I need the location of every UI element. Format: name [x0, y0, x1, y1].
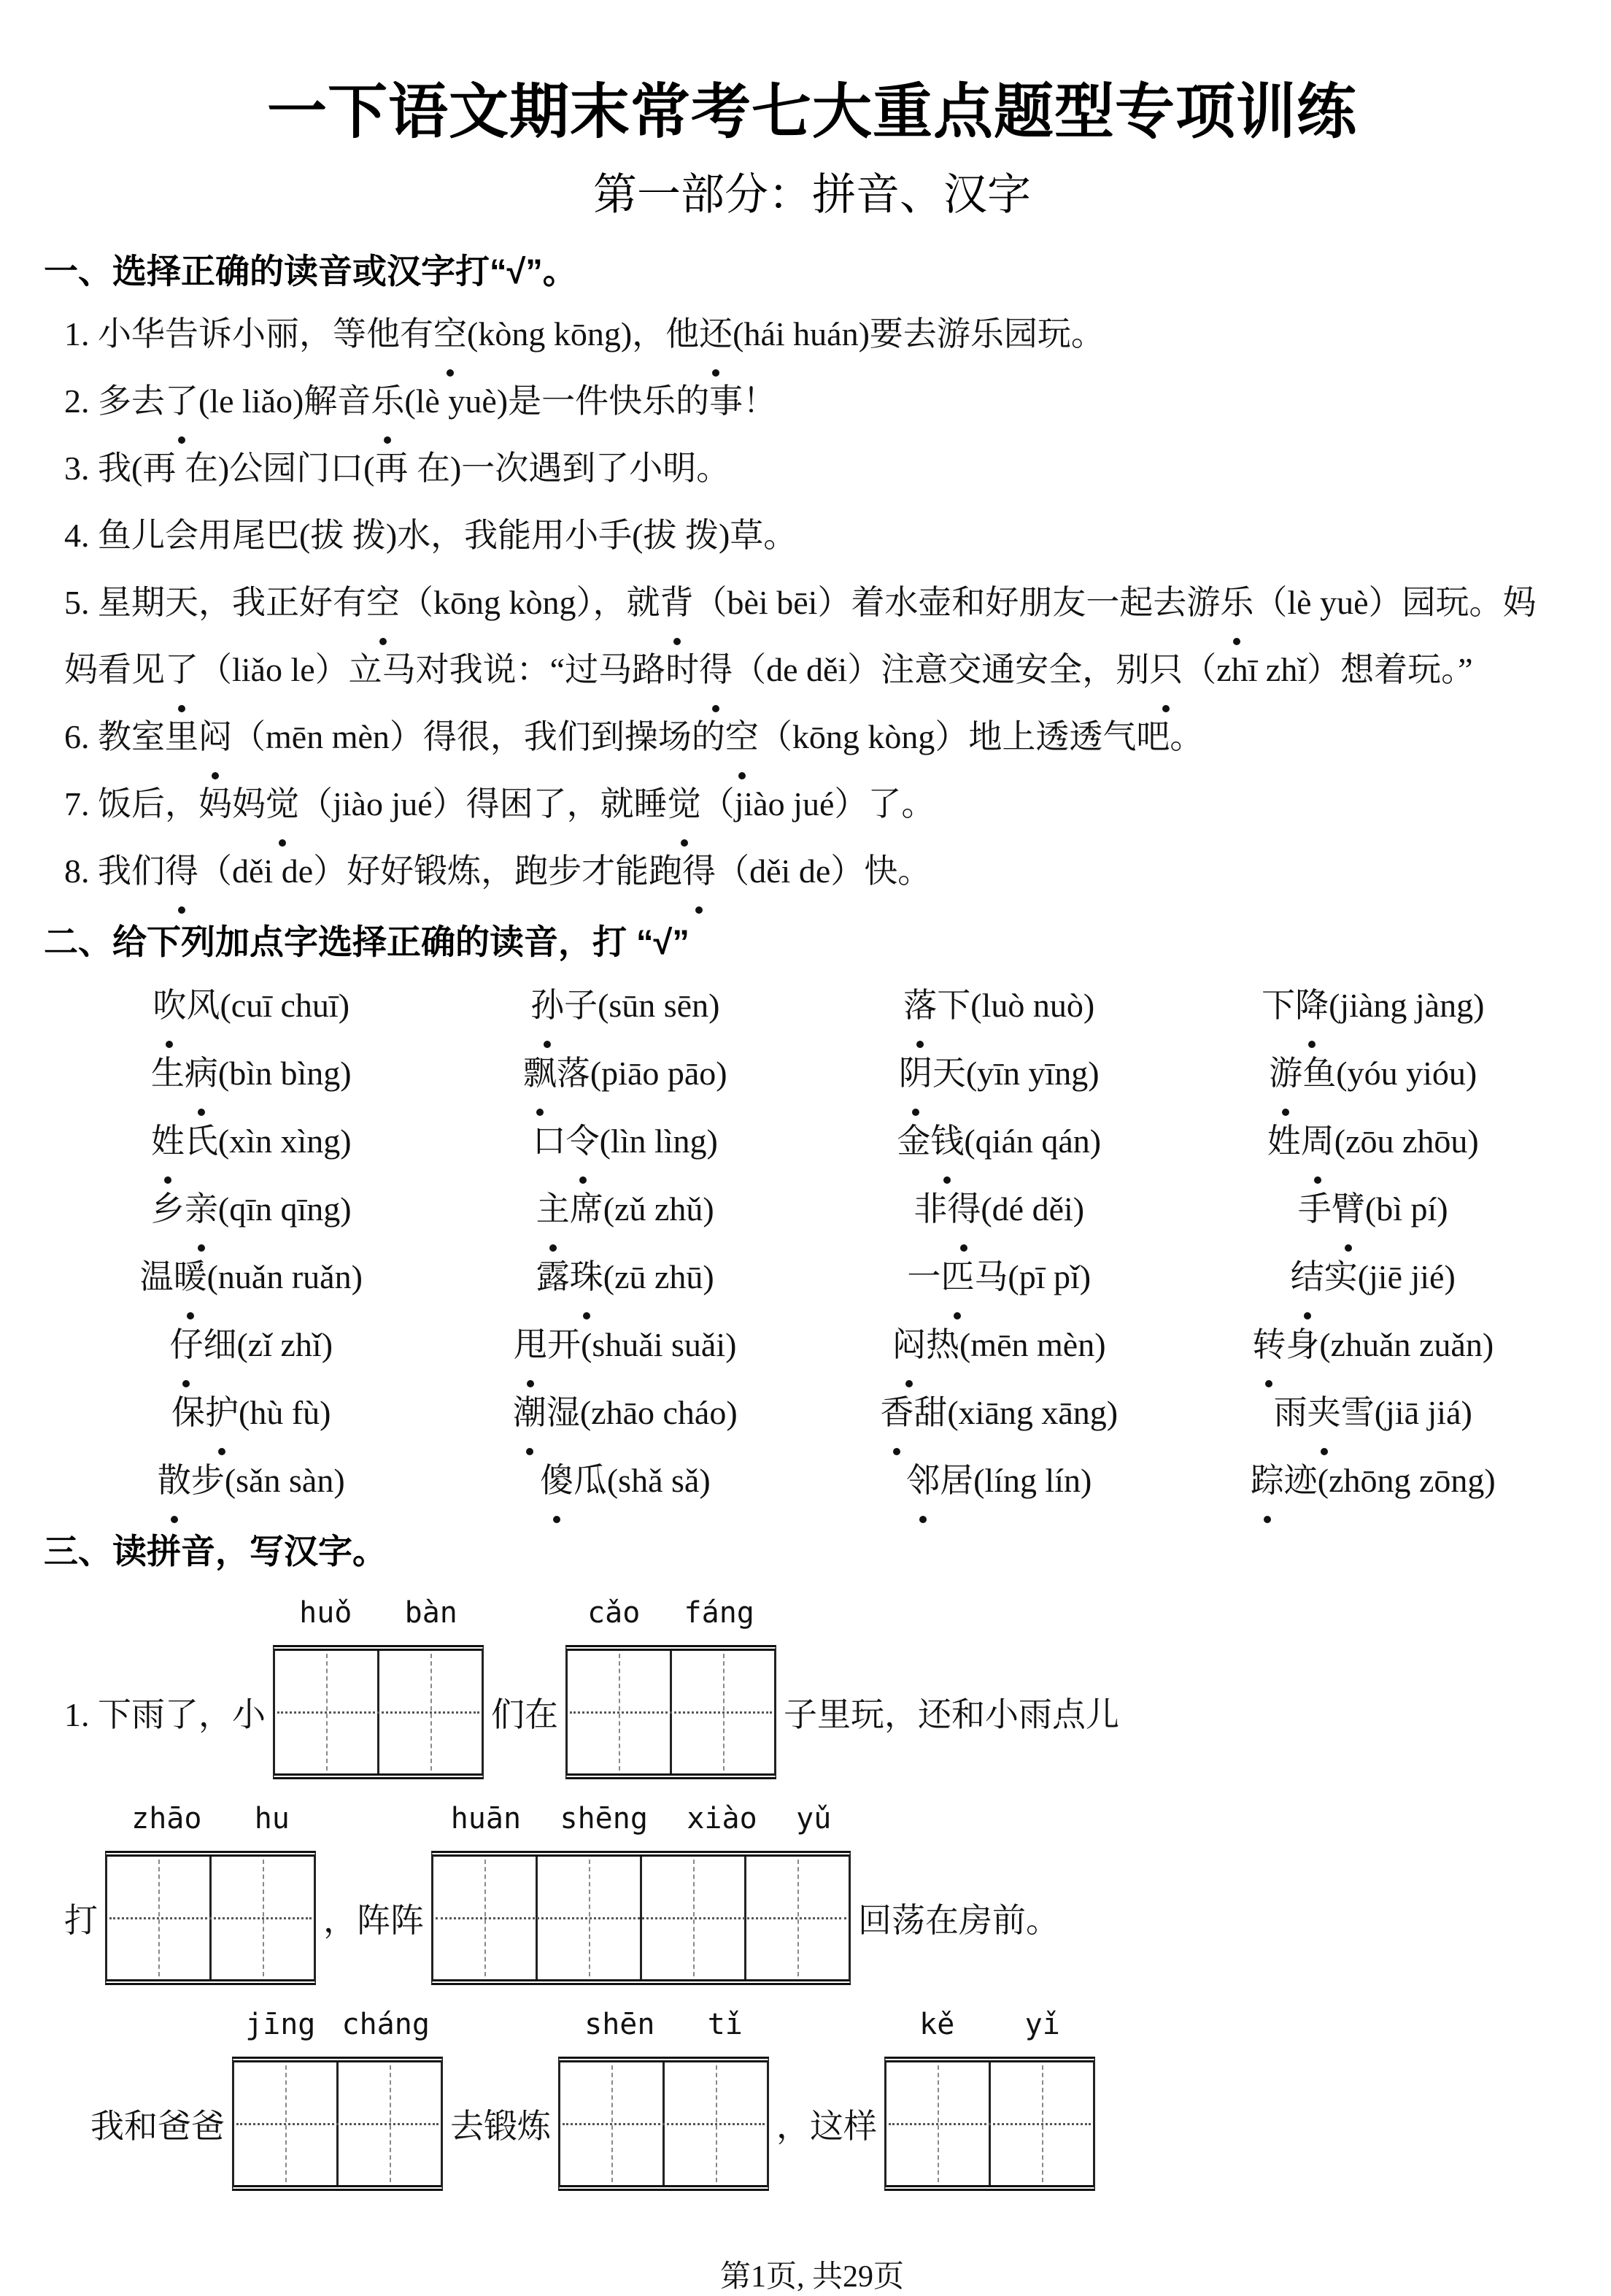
write-hanzi-row [64, 2008, 1560, 2191]
emphasis-dot-char: 踪 [1251, 1446, 1284, 1514]
emphasis-dot-char: 令 [566, 1107, 600, 1175]
emphasis-dot-char: 孙 [530, 971, 564, 1039]
pinyin-syllable: shēn [584, 2008, 655, 2041]
emphasis-dot-char: 护 [205, 1379, 239, 1446]
writing-grid-group [431, 1802, 851, 1985]
emphasis-dot-char: 夹 [1307, 1379, 1341, 1446]
writing-grid-group [558, 2008, 769, 2191]
pinyin-syllable: shēng [560, 1802, 648, 1835]
word-item: 甩开(shuǎi suǎi) [439, 1311, 813, 1379]
sentence-fragment: 我和爸爸 [90, 2108, 225, 2145]
grid-cell [212, 1857, 314, 1979]
sentence-fragment: 子里玩，还和小雨点儿 [784, 1696, 1119, 1733]
word-item: 保护(hù fù) [64, 1379, 439, 1446]
pinyin-label [431, 1804, 851, 1833]
word-item: 仔细(zǐ zhǐ) [64, 1311, 439, 1379]
pinyin-syllable: kě [919, 2008, 955, 2041]
word-item: 雨夹雪(jiā jiá) [1186, 1379, 1561, 1446]
pinyin-label [105, 1804, 316, 1833]
word-item: 姓氏(xìn xìng) [64, 1107, 439, 1175]
grid-cell [560, 2062, 665, 2185]
word-item: 闷热(mēn mèn) [812, 1311, 1186, 1379]
word-item: 口令(lìn lìng) [439, 1107, 813, 1175]
sentence-fragment: 们在 [491, 1696, 558, 1733]
word-item: 转身(zhuǎn zuǎn) [1186, 1311, 1561, 1379]
emphasis-dot-char: 转 [1252, 1311, 1286, 1379]
page-title: 一下语文期末常考七大重点题型专项训练 [266, 79, 1357, 145]
writing-grid-group [105, 1802, 316, 1985]
word-item: 散步(sǎn sàn) [64, 1446, 439, 1514]
writing-grid [884, 2057, 1095, 2191]
word-item: 香甜(xiāng xāng) [812, 1379, 1186, 1446]
pinyin-label [232, 2010, 443, 2039]
sentence-fragment: ，阵阵 [323, 1902, 424, 1939]
pinyin-syllable: huǒ [299, 1596, 352, 1630]
emphasis-dot-char: 邻 [906, 1446, 940, 1514]
word-item: 金钱(qián qán) [812, 1107, 1186, 1175]
emphasis-dot-char: 乐 [371, 368, 404, 435]
emphasis-dot-char: 闷 [198, 704, 232, 771]
write-hanzi-row [64, 1802, 1560, 1985]
grid-cell [433, 1857, 538, 1979]
pinyin-syllable: cǎo [587, 1596, 641, 1630]
emphasis-dot-char: 闷 [892, 1311, 926, 1379]
page-footer: 第1页, 共29页 [719, 2260, 904, 2294]
emphasis-dot-char: 落 [903, 971, 937, 1039]
emphasis-dot-char: 乐 [1220, 569, 1253, 636]
word-item: 孙子(sūn sēn) [439, 971, 813, 1039]
emphasis-dot-char: 阴 [899, 1039, 932, 1107]
emphasis-dot-char: 亲 [185, 1175, 218, 1243]
emphasis-dot-char: 游 [1269, 1039, 1302, 1107]
emphasis-dot-char: 降 [1295, 971, 1329, 1039]
emphasis-dot-char: 周 [1301, 1107, 1334, 1175]
emphasis-dot-char: 只 [1149, 636, 1183, 704]
emphasis-dot-char: 空 [366, 569, 400, 636]
pinyin-syllable: hu [254, 1802, 290, 1835]
exercise-line: 8. 我们得（děi de）好好锻炼，跑步才能跑得（děi de）快。 [64, 838, 1560, 905]
emphasis-dot-char: 臂 [1332, 1175, 1365, 1243]
word-item: 傻瓜(shǎ sǎ) [439, 1446, 813, 1514]
emphasis-dot-char: 吹 [152, 971, 186, 1039]
sentence-fragment: 去锻炼 [450, 2108, 551, 2145]
pinyin-syllable: jīng [245, 2008, 316, 2041]
writing-grid [105, 1851, 316, 1985]
word-item: 姓周(zōu zhōu) [1186, 1107, 1561, 1175]
word-item: 邻居(líng lín) [812, 1446, 1186, 1514]
word-item: 踪迹(zhōng zōng) [1186, 1446, 1561, 1514]
writing-grid [273, 1645, 484, 1779]
pinyin-label [273, 1596, 484, 1630]
section2-heading: 二、给下列加点字选择正确的读音，打 “√” [44, 922, 689, 961]
emphasis-dot-char: 潮 [513, 1379, 546, 1446]
emphasis-dot-char: 暖 [174, 1243, 207, 1311]
pinyin-syllable: cháng [341, 2008, 430, 2041]
writing-grid [232, 2057, 443, 2191]
emphasis-dot-char: 钱 [930, 1107, 964, 1175]
grid-cell [339, 2062, 441, 2185]
pinyin-syllable: yǐ [1024, 2008, 1060, 2041]
word-item: 生病(bìn bìng) [64, 1039, 439, 1107]
sentence-fragment: 打 [64, 1902, 98, 1939]
emphasis-dot-char: 傻 [540, 1446, 573, 1514]
section1-items [64, 301, 1560, 905]
pinyin-syllable: huān [450, 1802, 522, 1835]
exercise-line: 1. 小华告诉小丽，等他有空(kòng kōng)，他还(hái huán)要去游乐园玩。 [64, 301, 1560, 368]
word-item: 主席(zǔ zhǔ) [439, 1175, 813, 1243]
word-item: 游鱼(yóu yióu) [1186, 1039, 1561, 1107]
pinyin-label [565, 1596, 776, 1630]
grid-cell [991, 2062, 1093, 2185]
pinyin-syllable: yǔ [796, 1802, 832, 1835]
word-item: 吹风(cuī chuī) [64, 971, 439, 1039]
word-item: 非得(dé děi) [812, 1175, 1186, 1243]
page-subtitle: 第一部分：拼音、汉字 [593, 171, 1031, 219]
word-item: 露珠(zū zhū) [439, 1243, 813, 1311]
writing-grid [558, 2057, 769, 2191]
emphasis-dot-char: 散 [158, 1446, 191, 1514]
writing-grid-group [565, 1596, 776, 1779]
grid-cell [672, 1651, 774, 1773]
word-item: 潮湿(zhāo cháo) [439, 1379, 813, 1446]
emphasis-dot-char: 空 [725, 704, 759, 771]
exercise-line: 2. 多去了(le liǎo)解音乐(lè yuè)是一件快乐的事！ [64, 368, 1560, 435]
grid-cell [746, 1857, 849, 1979]
emphasis-dot-char: 还 [699, 301, 733, 368]
exercise-line: 7. 饭后，妈妈觉（jiào jué）得困了，就睡觉（jiào jué）了。 [64, 771, 1560, 838]
grid-cell [568, 1651, 672, 1773]
grid-cell [107, 1857, 212, 1979]
word-item: 温暖(nuǎn ruǎn) [64, 1243, 439, 1311]
section2-words [64, 971, 1560, 1514]
pinyin-label [884, 2010, 1095, 2039]
writing-grid-group [884, 2008, 1095, 2191]
grid-cell [665, 2062, 767, 2185]
writing-grid [431, 1851, 851, 1985]
emphasis-dot-char: 病 [185, 1039, 218, 1107]
emphasis-dot-char: 香 [880, 1379, 913, 1446]
sentence-fragment: 回荡在房前。 [858, 1902, 1059, 1939]
section3-rows [64, 1596, 1560, 2191]
emphasis-dot-char: 仔 [169, 1311, 203, 1379]
pinyin-syllable: xiào [687, 1802, 757, 1835]
pinyin-syllable: fáng [684, 1596, 754, 1630]
emphasis-dot-char: 空 [433, 301, 467, 368]
grid-cell [234, 2062, 339, 2185]
emphasis-dot-char: 姓 [151, 1107, 185, 1175]
emphasis-dot-char: 觉 [668, 771, 701, 838]
exercise-line: 6. 教室里闷（mēn mèn）得很，我们到操场的空（kōng kòng）地上透透气吧。 [64, 704, 1560, 771]
word-item: 落下(luò nuò) [812, 971, 1186, 1039]
emphasis-dot-char: 飘 [523, 1039, 557, 1107]
emphasis-dot-char: 珠 [570, 1243, 603, 1311]
pinyin-syllable: zhāo [131, 1802, 202, 1835]
writing-grid-group [273, 1596, 484, 1779]
word-item: 一匹马(pī pǐ) [812, 1243, 1186, 1311]
section3-heading: 三、读拼音，写汉字。 [44, 1532, 387, 1571]
emphasis-dot-char: 得 [682, 838, 716, 905]
word-item: 乡亲(qīn qīng) [64, 1175, 439, 1243]
grid-cell [642, 1857, 746, 1979]
emphasis-dot-char: 觉 [266, 771, 299, 838]
writing-grid [565, 1645, 776, 1779]
emphasis-dot-char: 主 [536, 1175, 570, 1243]
grid-cell [379, 1651, 482, 1773]
emphasis-dot-char: 得 [947, 1175, 981, 1243]
grid-cell [538, 1857, 642, 1979]
word-item: 阴天(yīn yīng) [812, 1039, 1186, 1107]
emphasis-dot-char: 了 [165, 636, 198, 704]
exercise-line: 4. 鱼儿会用尾巴(拔 拨)水，我能用小手(拔 拨)草。 [64, 517, 797, 554]
emphasis-dot-char: 匹 [940, 1243, 974, 1311]
exercise-line: 3. 我(再 在)公园门口(再 在)一次遇到了小明。 [64, 450, 730, 487]
emphasis-dot-char: 结 [1291, 1243, 1324, 1311]
word-item: 结实(jiē jié) [1186, 1243, 1561, 1311]
writing-grid-group [232, 2008, 443, 2191]
pinyin-syllable: tǐ [707, 2008, 743, 2041]
word-item: 飘落(piāo pāo) [439, 1039, 813, 1107]
section1-heading: 一、选择正确的读音或汉字打“√”。 [44, 252, 577, 290]
write-hanzi-row [64, 1596, 1560, 1779]
emphasis-dot-char: 了 [165, 368, 198, 435]
exercise-line: 5. 星期天，我正好有空（kōng kòng），就背（bèi bēi）着水壶和好朋友一起去游乐（lè yuè）园玩。妈妈看见了（liǎo le）立马对我说：“过马路时得（de děi）注意交通安全，别只（zhī zhǐ）想着玩。” [64, 569, 1560, 704]
emphasis-dot-char: 得 [699, 636, 733, 704]
emphasis-dot-char: 得 [165, 838, 198, 905]
pinyin-label [558, 2010, 769, 2039]
sentence-fragment: ，这样 [776, 2108, 877, 2145]
grid-cell [275, 1651, 379, 1773]
sentence-fragment: 1. 下雨了，小 [64, 1696, 266, 1733]
emphasis-dot-char: 背 [660, 569, 694, 636]
grid-cell [886, 2062, 991, 2185]
emphasis-dot-char: 甩 [514, 1311, 547, 1379]
word-item: 下降(jiàng jàng) [1186, 971, 1561, 1039]
pinyin-syllable: bàn [404, 1596, 457, 1630]
word-item: 手臂(bì pí) [1186, 1175, 1561, 1243]
